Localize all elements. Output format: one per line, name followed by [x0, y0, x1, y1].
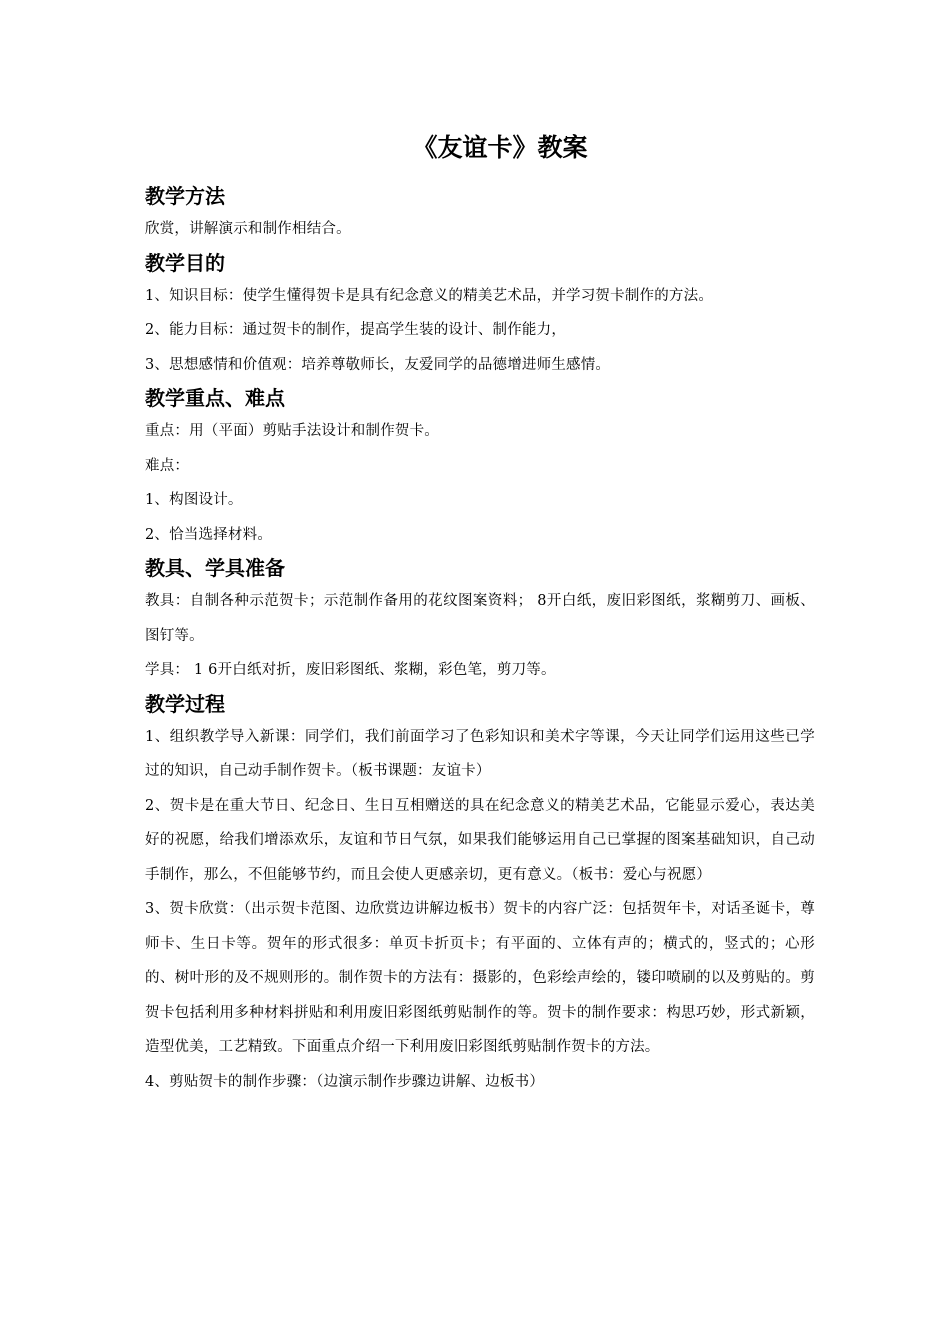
document-page: [145, 128, 815, 1099]
document-title: 《友谊卡》教案: [412, 133, 588, 162]
paragraph: 1、组织教学导入新课：同学们，我们前面学习了色彩知识和美术字等课，今天让同学们运用这些已学过的知识，自己动手制作贺卡。（板书课题：友谊卡）: [145, 728, 815, 779]
section-materials: [145, 552, 815, 688]
paragraph: 3、思想感情和价值观：培养尊敬师长，友爱同学的品德增进师生感情。: [145, 356, 611, 373]
section-teaching-objectives: [145, 247, 815, 383]
paragraph: 2、能力目标：通过贺卡的制作，提高学生装的设计、制作能力，: [145, 322, 567, 338]
paragraph: 4、剪贴贺卡的制作步骤：（边演示制作步骤边讲解、边板书）: [145, 1073, 545, 1090]
section-teaching-process: [145, 688, 815, 1100]
paragraph: 2、贺卡是在重大节日、纪念日、生日互相赠送的具在纪念意义的精美艺术品，它能显示爱心，表达美好的祝愿，给我们增添欢乐，友谊和节日气氛，如果我们能够运用自己已掌握的图案基础知识，自己动手制作，那么，不但能够节约，而且会使人更感亲切，更有意义。（板书：爱心与祝愿）: [145, 797, 815, 883]
paragraph: 1、知识目标：使学生懂得贺卡是具有纪念意义的精美艺术品，并学习贺卡制作的方法。: [145, 287, 714, 304]
paragraph: 教具：自制各种示范贺卡；示范制作备用的花纹图案资料； 8开白纸，废旧彩图纸，浆糊剪刀、画板、图钉等。: [145, 593, 815, 644]
paragraph: 1、构图设计。: [145, 492, 243, 508]
paragraph: 欣赏，讲解演示和制作相结合。: [145, 221, 351, 237]
section-heading: 教学目的: [145, 250, 225, 275]
section-heading: 教学重点、难点: [145, 386, 285, 410]
section-heading: 教学方法: [145, 184, 225, 208]
paragraph: 学具： 1 6开白纸对折，废旧彩图纸、浆糊，彩色笔，剪刀等。: [145, 662, 556, 678]
section-teaching-method: [145, 180, 815, 247]
section-heading: 教学过程: [145, 691, 225, 716]
paragraph: 难点：: [145, 457, 190, 474]
paragraph: 3、贺卡欣赏：（出示贺卡范图、边欣赏边讲解边板书）贺卡的内容广泛：包括贺年卡，对话圣诞卡，尊师卡、生日卡等。贺年的形式很多：单页卡折页卡；有平面的、立体有声的；横式的，竖式的；心形的、树叶形的及不规则形的。制作贺卡的方法有：摄影的，色彩绘声绘的，镂印喷刷的以及剪贴的。剪贺卡包括利用多种材料拼贴和利用废旧彩图纸剪贴制作的等。贺卡的制作要求：构思巧妙，形式新颖，造型优美，工艺精致。下面重点介绍一下利用废旧彩图纸剪贴制作贺卡的方法。: [145, 901, 815, 1055]
section-heading: 教具、学具准备: [145, 556, 285, 580]
paragraph: 重点：用（平面）剪贴手法设计和制作贺卡。: [145, 423, 439, 439]
section-key-points: [145, 382, 815, 552]
paragraph: 2、恰当选择材料。: [145, 526, 273, 543]
